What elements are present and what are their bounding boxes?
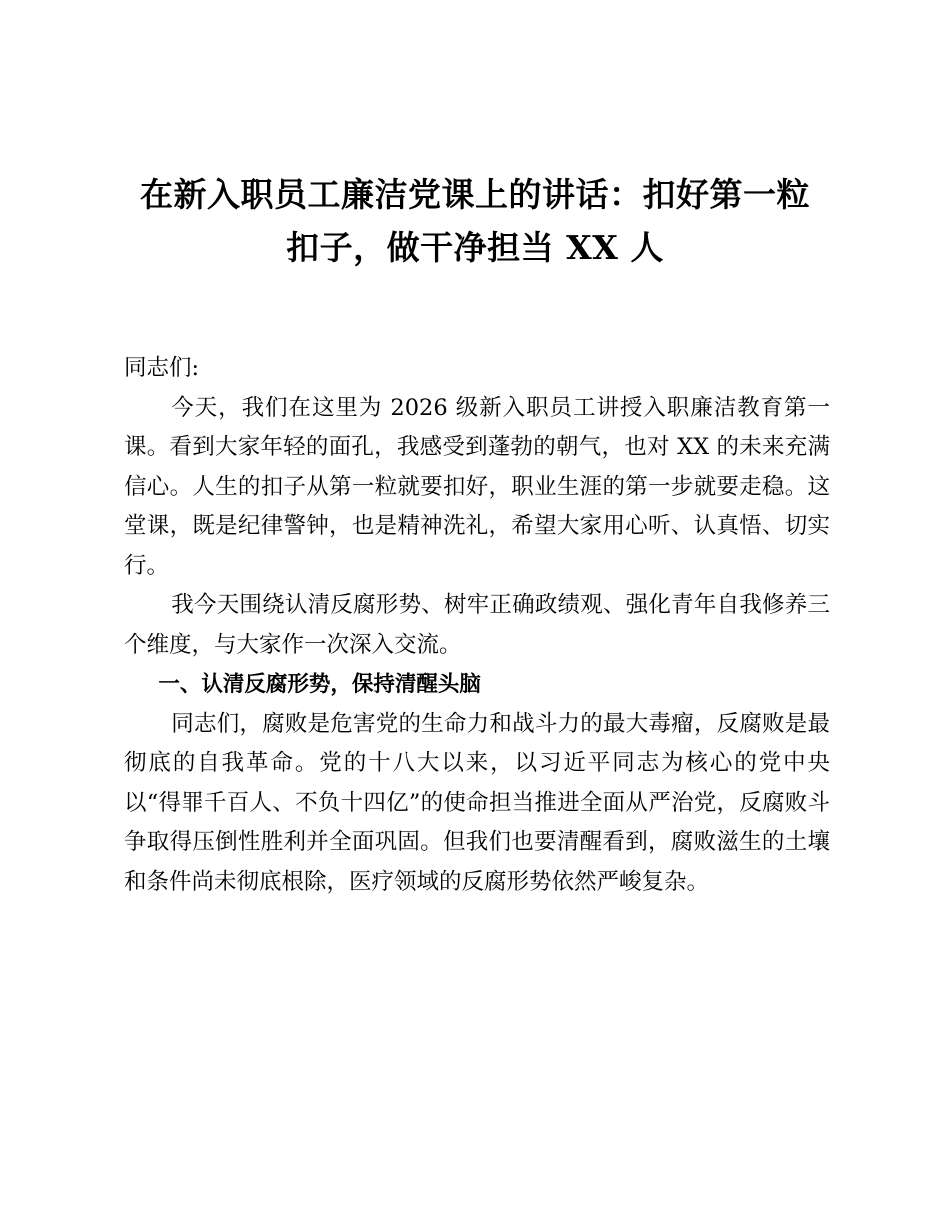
section-heading-1: 一、认清反腐形势，保持清醒头脑 (158, 672, 481, 697)
paragraph-opening: 今天，我们在这里为 2026 级新入职员工讲授入职廉洁教育第一课。看到大家年轻的面孔，我感受到蓬勃的朝气，也对 XX 的未来充满信心。人生的扣子从第一粒就要扣好，职业生涯的第一步就要走稳。这堂课，既是纪律警钟，也是精神洗礼，希望大家用心听、认真悟、切实行。 (124, 394, 830, 579)
document-title-line-2: 扣子，做干净担当 XX 人 (286, 228, 664, 267)
document-body (124, 349, 830, 902)
document-title-line-1: 在新入职员工廉洁党课上的讲话：扣好第一粒 (140, 175, 810, 214)
document-title (100, 168, 850, 274)
paragraph-outline: 我今天围绕认清反腐形势、树牢正确政绩观、强化青年自我修养三个维度，与大家作一次深入交流。 (124, 592, 830, 658)
salutation: 同志们: (124, 355, 200, 381)
paragraph-section-1: 同志们，腐败是危害党的生命力和战斗力的最大毒瘤，反腐败是最彻底的自我革命。党的十八大以来，以习近平同志为核心的党中央以“得罪千百人、不负十四亿”的使命担当推进全面从严治党，反腐败斗争取得压倒性胜利并全面巩固。但我们也要清醒看到，腐败滋生的土壤和条件尚未彻底根除，医疗领域的反腐形势依然严峻复杂。 (124, 710, 830, 895)
